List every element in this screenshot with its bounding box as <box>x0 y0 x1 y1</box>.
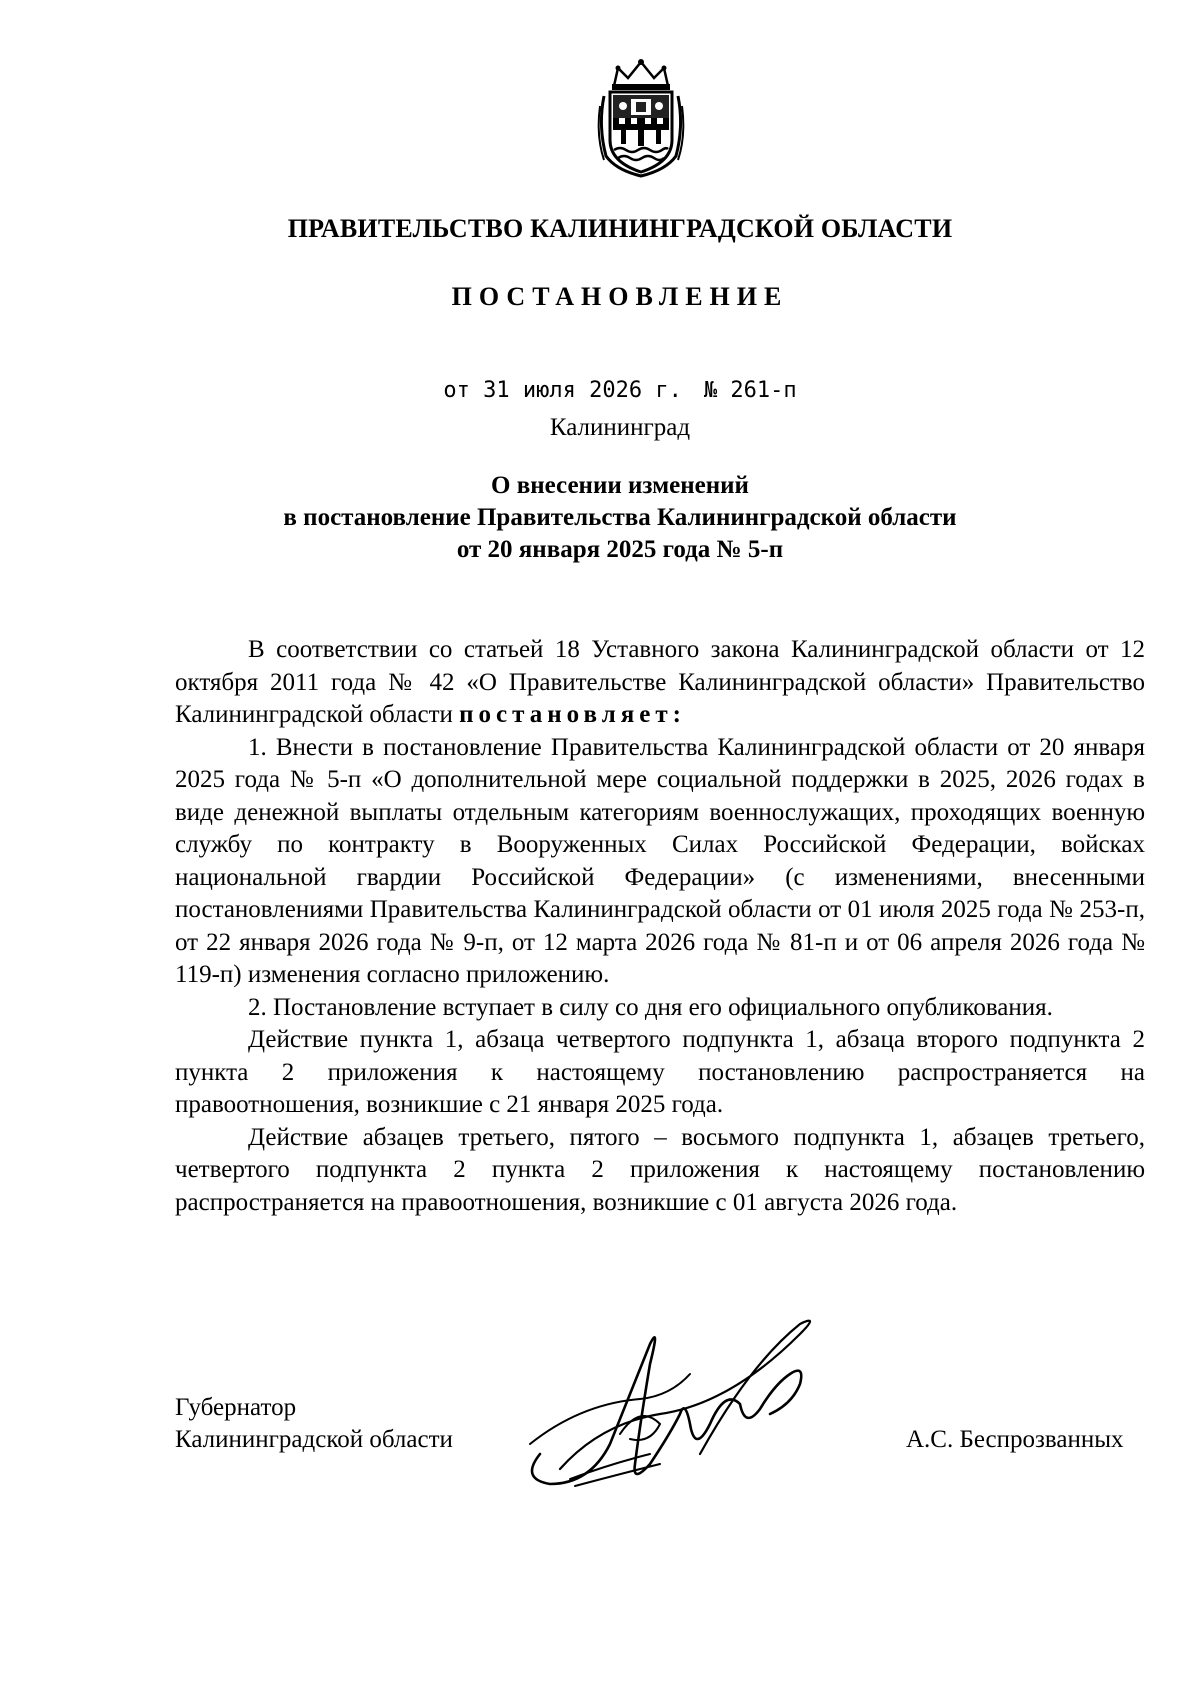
subject-line-3: от 20 января 2025 года № 5-п <box>456 536 784 563</box>
coat-of-arms-emblem <box>596 56 686 180</box>
handwritten-signature <box>500 1304 830 1504</box>
document-type: ПОСТАНОВЛЕНИЕ <box>451 282 789 311</box>
document-number: № 261-п <box>703 378 797 403</box>
signatory-position <box>175 1392 453 1456</box>
resolution-keyword: постановляет: <box>459 701 686 728</box>
position-line-2: Калининградской области <box>175 1426 453 1453</box>
document-city: Калининград <box>549 414 691 441</box>
subject-line-1: О внесении изменений <box>491 472 749 499</box>
subject-line-2: в постановление Правительства Калининградской области <box>283 504 957 531</box>
item-2-paragraph: 2. Постановление вступает в силу со дня его официального опубликования. <box>248 993 1053 1021</box>
government-title: ПРАВИТЕЛЬСТВО КАЛИНИНГРАДСКОЙ ОБЛАСТИ <box>287 214 953 243</box>
preamble-text: В соответствии со статьей 18 Уставного закона Калининградской области от 12 октября 2011 года № 42 «О Правительстве Калининградской области» Правительство Калининградской области <box>175 636 1145 728</box>
preamble-paragraph <box>175 634 1145 732</box>
document-date: от 31 июля 2026 г. <box>443 378 682 403</box>
document-body <box>175 634 1145 1219</box>
effect-paragraph-2: Действие абзацев третьего, пятого – восьмого подпункта 1, абзацев третьего, четвертого подпункта 2 пункта 2 приложения к настоящему постановлению распространяется на правоотношения, возникшие с 01 августа 2026 года. <box>175 1123 1145 1216</box>
position-line-1: Губернатор <box>175 1394 297 1421</box>
item-1-paragraph: 1. Внести в постановление Правительства Калининградской области от 20 января 2025 года № 5-п «О дополнительной мере социальной поддержки в 2025, 2026 годах в виде денежной выплаты отдельным категориям военнослужащих, проходящих военную службу по контракту в Вооруженных Силах Российской Федерации, войсках национальной гвардии Российской Федерации» (с изменениями, внесенными постановлениями Правительства Калининградской области от 01 июля 2025 года № 253-п, от 22 января 2026 года № 9-п, от 12 марта 2026 года № 81-п и от 06 апреля 2026 года № 119-п) изменения согласно приложению. <box>175 733 1145 988</box>
date-number-line <box>0 378 1200 403</box>
document-subject <box>0 470 1200 566</box>
signatory-name: А.С. Беспрозванных <box>906 1426 1124 1453</box>
effect-paragraph-1: Действие пункта 1, абзаца четвертого подпункта 1, абзаца второго подпункта 2 пункта 2 приложения к настоящему постановлению распространяется на правоотношения, возникшие с 21 января 2025 года. <box>175 1026 1145 1118</box>
